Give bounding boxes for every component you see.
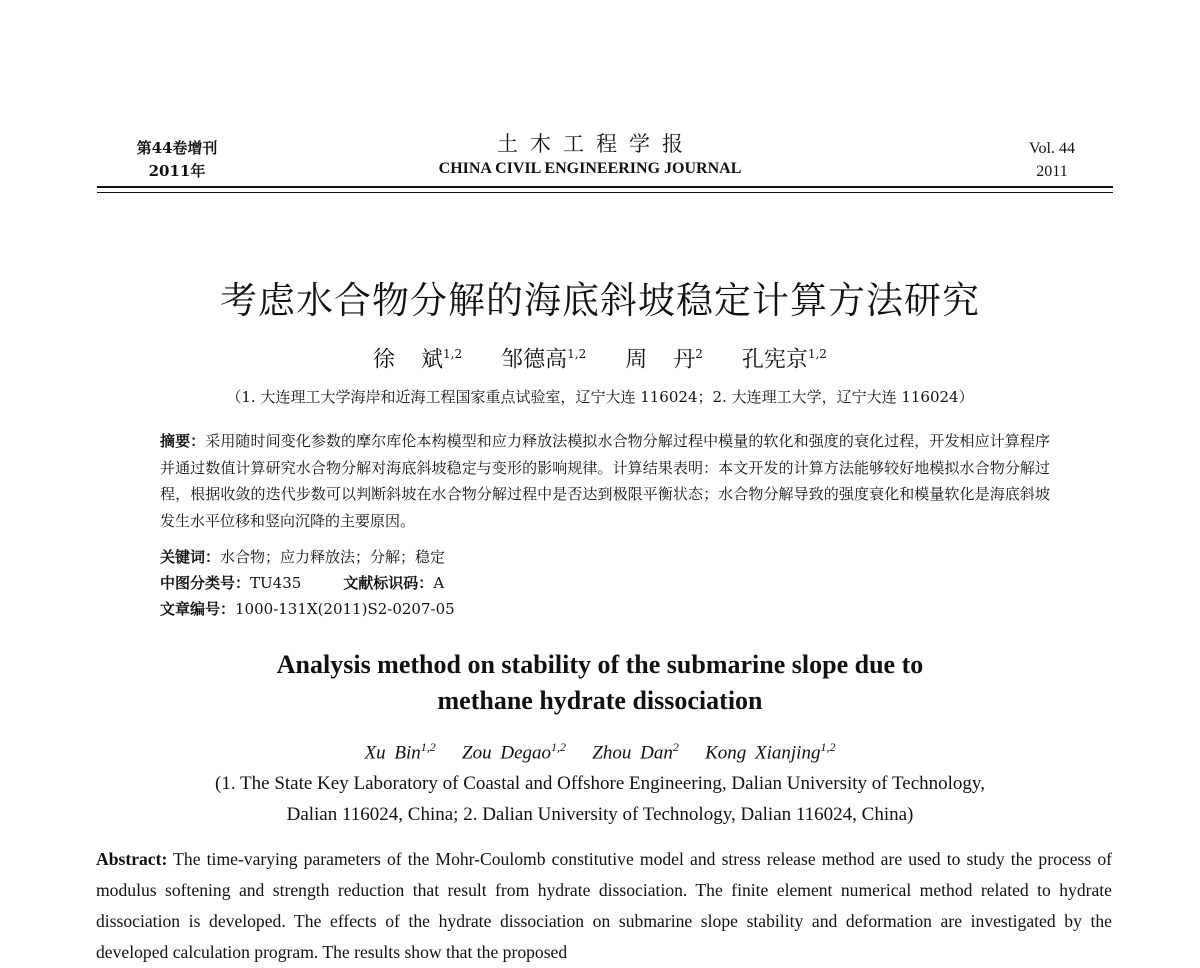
header-rule-thick	[97, 186, 1113, 188]
author-name-cn: 徐 斌	[373, 347, 444, 373]
keywords-label: 关键词：	[160, 548, 221, 566]
article-number-line	[160, 596, 1050, 622]
header-year-en: 2011	[1036, 163, 1068, 180]
title-line-en: methane hydrate dissociation	[437, 686, 763, 715]
author-name-en: Zou Degao	[462, 742, 552, 764]
header-year-cn: 2011年	[148, 162, 206, 180]
abstract-label-en: Abstract:	[96, 849, 168, 869]
paper-title-cn: 考虑水合物分解的海底斜坡稳定计算方法研究	[220, 279, 980, 322]
header-left	[117, 137, 237, 183]
journal-title	[380, 130, 800, 180]
author-affiliation-mark: 1,2	[420, 740, 436, 754]
abstract-cn	[160, 428, 1050, 534]
journal-name-en: CHINA CIVIL ENGINEERING JOURNAL	[438, 160, 742, 177]
article-no-label: 文章编号：	[160, 600, 236, 618]
keywords-line	[160, 544, 1050, 570]
author-name-cn: 孔宪京	[741, 347, 808, 373]
author-name-cn: 邹德高	[501, 347, 568, 373]
abstract-text-cn: 采用随时间变化参数的摩尔库伦本构模型和应力释放法模拟水合物分解过程中模量的软化和强度的衰化过程，开发相应计算程序并通过数值计算研究水合物分解对海底斜坡稳定与变形的影响规律。计算结果表明：本文开发的计算方法能够较好地模拟水合物分解过程，根据收敛的迭代步数可以判断斜坡在水合物分解过程中是否达到极限平衡状态；水合物分解导致的强度衰化和模量软化是海底斜坡发生水平位移和竖向沉降的主要原因。	[160, 432, 1050, 530]
author-affiliation-mark: 1,2	[820, 740, 836, 754]
header-rule-thin	[97, 192, 1113, 193]
affiliation-cn: （1. 大连理工大学海岸和近海工程国家重点试验室，辽宁大连 116024；2. 大连理工大学，辽宁大连 116024）	[226, 388, 974, 406]
keywords-value: 水合物；应力释放法；分解；稳定	[220, 548, 446, 566]
affiliation-line-en: Dalian 116024, China; 2. Dalian University of Technology, Dalian 116024, China)	[286, 804, 914, 825]
author-list-en	[250, 733, 950, 767]
author-name-en: Kong Xianjing	[705, 742, 821, 764]
author-name-en: Xu Bin	[364, 742, 421, 764]
clc-label: 中图分类号：	[160, 574, 251, 592]
classification-line	[160, 570, 1050, 596]
author-affiliation-mark: 1,2	[551, 740, 567, 754]
author-affiliation-mark: 2	[695, 347, 703, 361]
article-no-value: 1000-131X(2011)S2-0207-05	[235, 600, 455, 618]
author-affiliation-mark: 1,2	[567, 347, 587, 361]
metadata-cn	[160, 544, 1050, 622]
journal-name-cn: 土木工程学报	[497, 132, 695, 156]
title-line-en: Analysis method on stability of the submarine slope due to	[276, 650, 924, 679]
header-volume-en: Vol. 44	[1029, 140, 1075, 157]
affiliation-en	[120, 768, 1080, 830]
author-affiliation-mark: 1,2	[807, 347, 827, 361]
header-right	[1007, 137, 1097, 183]
abstract-label-cn: 摘要：	[160, 432, 206, 450]
author-name-en: Zhou Dan	[592, 742, 673, 764]
doc-code-label: 文献标识码：	[343, 574, 434, 592]
abstract-text-en: The time-varying parameters of the Mohr-Coulomb constitutive model and stress release method are used to study the process of modulus softening and strength reduction that result from hydrate dissociation. The finite element numerical method related to hydrate dissociation is developed. The effects of the hydrate dissociation on submarine slope stability and deformation are investigated by the developed calculation program. The results show that the proposed	[96, 849, 1112, 962]
doc-code-value: A	[433, 574, 445, 592]
paper-title-en	[150, 647, 1050, 719]
header-volume-cn: 第44卷增刊	[136, 139, 218, 157]
author-affiliation-mark: 1,2	[443, 347, 463, 361]
clc-value: TU435	[250, 574, 302, 592]
abstract-en	[96, 844, 1112, 968]
author-name-cn: 周 丹	[625, 347, 696, 373]
author-list-cn	[300, 338, 900, 376]
affiliation-line-en: (1. The State Key Laboratory of Coastal and Offshore Engineering, Dalian University of Technology,	[215, 773, 985, 794]
author-affiliation-mark: 2	[672, 740, 679, 754]
